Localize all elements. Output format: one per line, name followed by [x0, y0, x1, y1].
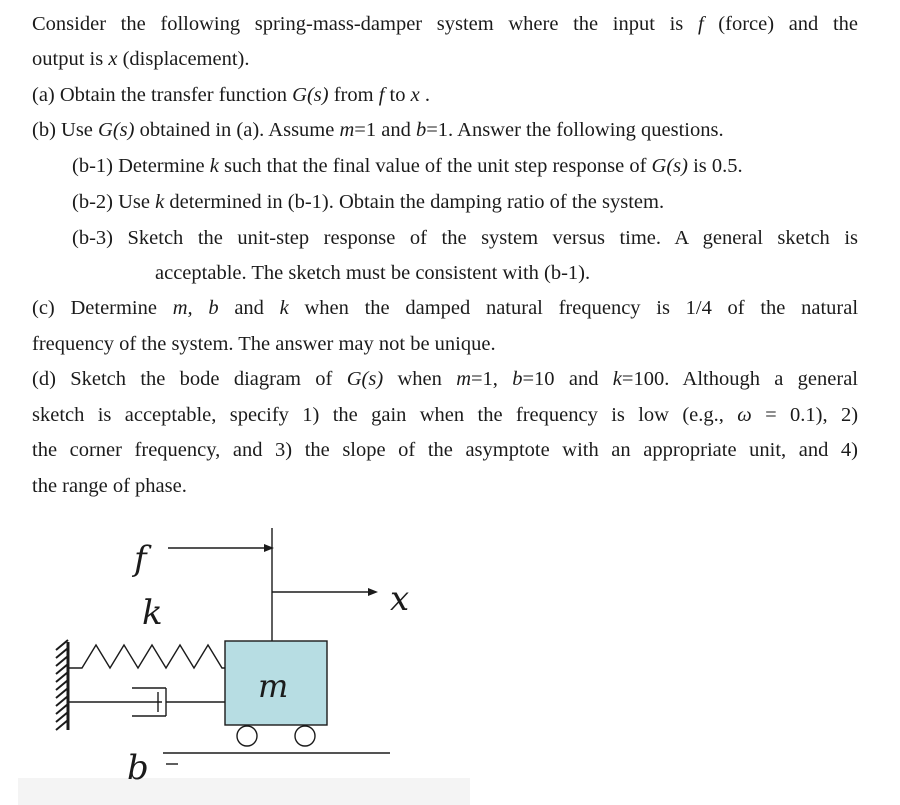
damper — [68, 688, 225, 716]
part-b: (b) Use G(s) obtained in (a). Assume m=1 and b=1. Answer the following questions. — [32, 119, 724, 141]
part-c-line-2: frequency of the system. The answer may not be unique. — [32, 333, 496, 355]
spring-mass-damper-figure — [0, 500, 480, 805]
right-wheel — [295, 726, 315, 746]
label-mass-m: m — [258, 667, 289, 705]
label-damper-b: b — [127, 748, 149, 788]
part-b1: (b-1) Determine k such that the final value of the unit step response of G(s) is 0.5. — [72, 155, 743, 177]
label-force-f: f — [134, 539, 147, 579]
spring — [68, 645, 225, 668]
intro-line-1: Consider the following spring-mass-damper system where the input is f (force) and the — [32, 13, 859, 35]
part-d-line-3: the corner frequency, and 3) the slope of the asymptote with an appropriate unit, and 4) — [32, 439, 858, 461]
part-d-line-2: sketch is acceptable, specify 1) the gain when the frequency is low (e.g., ω = 0.1), 2) — [32, 404, 859, 426]
part-b3-line-1: (b-3) Sketch the unit-step response of the system versus time. A general sketch is — [72, 227, 858, 249]
part-c-line-1: (c) Determine m, b and k when the damped natural frequency is 1/4 of the natural — [32, 297, 859, 319]
part-b2: (b-2) Use k determined in (b-1). Obtain the damping ratio of the system. — [72, 191, 665, 213]
part-b3-line-2: acceptable. The sketch must be consistent with (b-1). — [155, 262, 591, 284]
displacement-arrow — [272, 528, 378, 641]
part-d-line-1: (d) Sketch the bode diagram of G(s) when m=1, b=10 and k=100. Although a general — [32, 368, 859, 390]
label-spring-k: k — [142, 593, 163, 633]
figure-bottom-shade — [18, 778, 470, 805]
part-a: (a) Obtain the transfer function G(s) from f to x . — [32, 84, 430, 106]
part-d-line-4: the range of phase. — [32, 475, 187, 497]
wall — [56, 640, 68, 730]
left-wheel — [237, 726, 257, 746]
label-displacement-x: x — [390, 579, 410, 619]
force-arrow — [168, 544, 274, 552]
intro-line-2: output is x (displacement). — [32, 48, 250, 70]
